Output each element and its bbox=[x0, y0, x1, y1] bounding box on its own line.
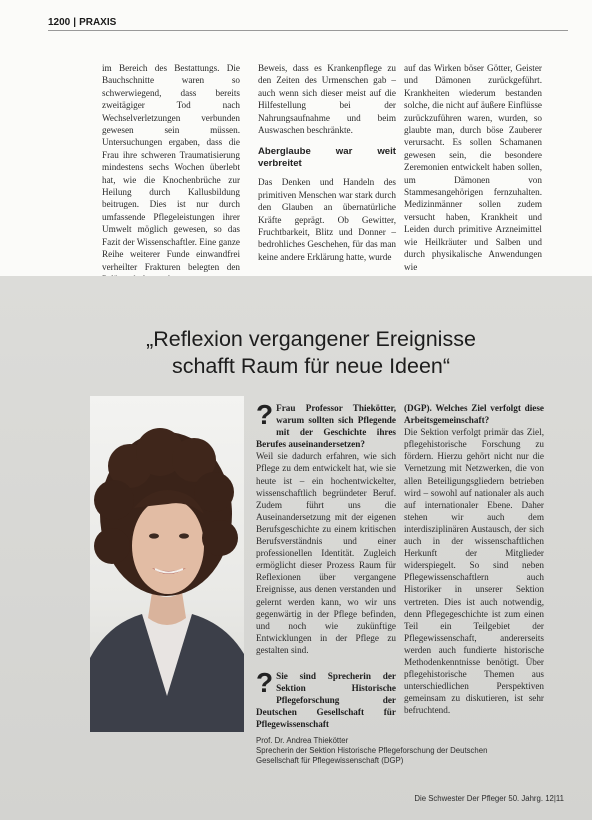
header-rule bbox=[48, 30, 568, 31]
headline-line-2: schafft Raum für neue Ideen“ bbox=[171, 354, 451, 378]
question-2: Sie sind Sprecherin der Sektion Historische Pflegeforschung der Deutschen Gesellschaft für Pflegewissenschaft bbox=[256, 670, 396, 730]
article-column-2-text: Beweis, dass es Krankenpflege zu den Zeiten des Urmenschen gab – auch wenn sich dieser meist auf die Hilfestellung bei der Nahrungsaufnahme und beim Auswaschen beschränkte. bbox=[258, 63, 396, 136]
answer-1: Weil sie dadurch erfahren, wie sich Pflege zu dem entwickelt hat, wie sie heute ist – ein hochentwickelter, wissenschaftlich begründeter Beruf. Zudem führt uns die Auseinandersetzung mit der eigenen Berufsgeschichte zu einem kritischen Berufsverständnis und einer professionellen Identität. Zugleich ermöglicht dieser Prozess Raum für Reflexionen über vergangene Ereignisse, aus denen verstanden und gelernt werden kann, wo wir uns gegenwärtig in der Pflege befinden, und noch wie zukünftige Entwicklungen in der Pflege zu gestalten sind. bbox=[256, 451, 396, 655]
answer-2: Die Sektion verfolgt primär das Ziel, pflegehistorische Forschung zu fördern. Hierzu gehört nicht nur die Vernetzung mit Netzwerken, die von allen Beteiligungsgliedern betrieben wird – sowohl auf nationaler als auch auf internationaler Ebene. Daher stehen wir auch dem interdisziplinären Austausch, der sich auch in der wissenschaftlichen Herkunft der Mitglieder widerspiegelt. So sind neben Pflegewissenschaftlern auch Historiker in unserer Sektion vertreten. Dies ist auch notwendig, denn Pflegegeschichte ist zum einen Teil ein Teilgebiet der Pflegewissenschaft, andererseits werden auch fundierte historische Methodenkenntnisse benötigt. Über pflegehistorische Themen aus unterschiedlichen Perspektiven gemeinsam zu diskutieren, ist sehr befruchtend. bbox=[404, 427, 544, 716]
article-column-2 bbox=[258, 62, 396, 266]
interview-column-1 bbox=[256, 399, 396, 734]
article-column-2-text-2: Das Denken und Handeln des primitiven Menschen war stark durch den Glauben an übernatürliche Kräfte geprägt. Ob Gewitter, Fruchtbarkeit, Blitz und Donner – bedrohliches Geschehen, für das man keine andere Erklärung hatte, wurde bbox=[258, 177, 396, 262]
interview-headline bbox=[96, 326, 526, 380]
question-mark-icon: ? bbox=[256, 399, 274, 430]
photo-caption bbox=[256, 736, 526, 767]
page-number: 1200 bbox=[48, 16, 71, 28]
page-footer: Die Schwester Der Pfleger 50. Jahrg. 12|11 bbox=[414, 794, 564, 803]
caption-role-2: Gesellschaft für Pflegewissenschaft (DGP) bbox=[256, 756, 404, 766]
article-column-3 bbox=[404, 62, 542, 272]
article-column-1-text: im Bereich des Bestattungs. Die Bauchschnitte waren so schwerwiegend, dass bereits zweitägiger Tod nach Wechselverletzungen verbunden gewesen sein müssen. Untersuchungen ergaben, dass die Frau ihre schweren Traumatisierung mindestens sechs Wochen überlebt hat, wie die Knochenbrüche zur Heilung durch Kallusbildung beitrugen. Dies ist nur durch umfassende Pflegeleistungen ihrer Umwelt möglich gewesen, so das Fazit der Wissenschaftler. Eine ganze Reihe weiterer Funde einwandfrei verheilter Frakturen belegten den bbox=[102, 63, 240, 272]
question-1: Frau Professor Thiekötter, warum sollten sich Pflegende mit der Geschichte ihres Berufes auseinandersetzen? bbox=[256, 403, 396, 450]
portrait-illustration bbox=[90, 396, 244, 732]
running-header bbox=[48, 14, 116, 30]
article-column-3-text: auf das Wirken böser Götter, Geister und Dämonen zurückgeführt. Krankheiten wiederum bestanden solche, die nicht auf äußere Einflüsse zurückzuführen waren, wurden, so glaubte man, durch böse Zauberer verursacht. Es sollen Schamanen gewesen sein, die besondere Zeremonien entwickelt haben sollen, um Dämonen von Stammesangehörigen fernzuhalten. Medizinmänner sollen zudem versucht haben, Krankheit und Leiden durch primitive Arzneimittel wie Heilkräuter und Salben und durch physikalische Anwendungen wie bbox=[404, 63, 542, 272]
question-mark-icon: ? bbox=[256, 666, 274, 698]
headline-line-1: „Reflexion vergangener Ereignisse bbox=[146, 327, 476, 351]
section-name: PRAXIS bbox=[79, 16, 117, 28]
header-separator: | bbox=[73, 16, 77, 28]
question-2-continued: (DGP). Welches Ziel verfolgt diese Arbeitsgemeinschaft? bbox=[404, 403, 544, 426]
caption-role-1: Sprecherin der Sektion Historische Pflegeforschung der Deutschen bbox=[256, 746, 488, 756]
subheading: Aberglaube war weit verbreitet bbox=[258, 146, 396, 170]
caption-name: Prof. Dr. Andrea Thiekötter bbox=[256, 736, 349, 745]
article-column-1 bbox=[102, 62, 240, 272]
interview-column-2 bbox=[404, 402, 544, 734]
portrait-photo bbox=[90, 396, 244, 732]
